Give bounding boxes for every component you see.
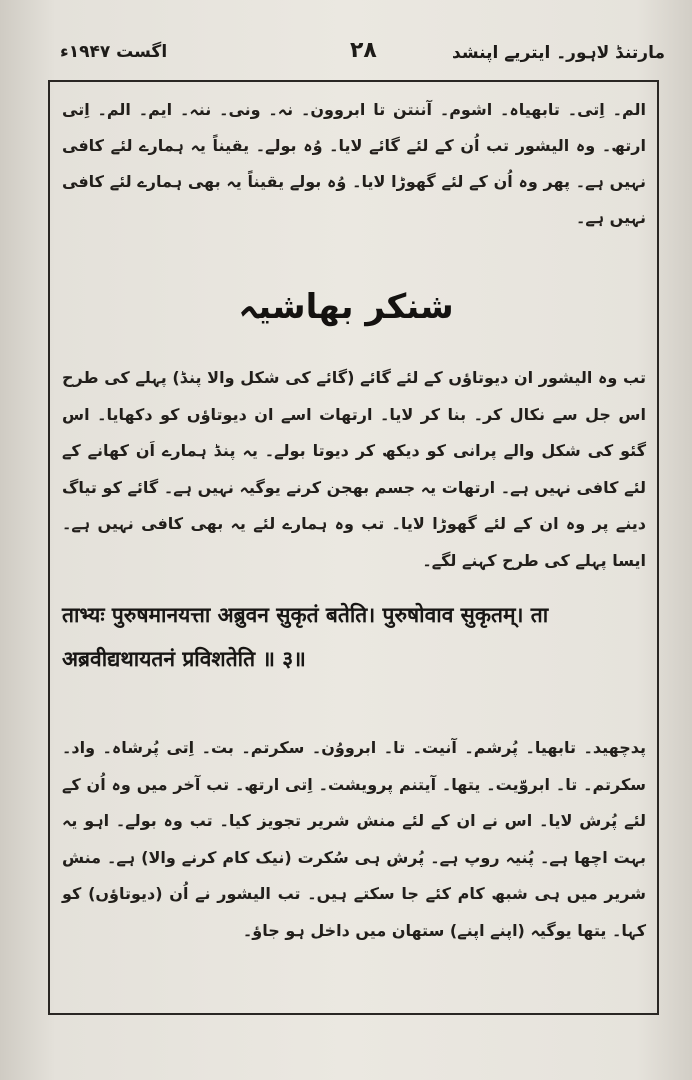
commentary-paragraph: تب وہ الیشور ان دیوتاؤں کے لئے گائے (گائے کی شکل والا پنڈ) پہلے کی طرح اس جل سے نکال کر۔ بنا کر لایا۔ ارتھات اسے ان دیوتاؤں کو دکھایا۔ اس گئو کی شکل والے پرانی کو دیکھ کر دیوتا بولے۔ یہ پنڈ ہمارے اَن کھانے کے لئے کافی نہیں ہے۔ ارتھات یہ جسم بھجن کرنے یوگیہ نہیں ہے۔ گائے کو تیاگ دینے پر وہ ان کے لئے گھوڑا لایا۔ تب وہ ہمارے لئے یہ بھی کافی نہیں ہے۔ ایسا پہلے کی طرح کہنے لگے۔ <box>62 368 646 570</box>
section-heading: شنکر بھاشیہ <box>238 287 454 327</box>
page-number: ۲۸ <box>350 38 377 63</box>
opening-paragraph: الم۔ اِتی۔ تابھیاہ۔ اشوم۔ آننتن تا ابروون۔ نہ۔ ونی۔ ننہ۔ ایم۔ الم۔ اِتی ارتھ۔ وہ الیشور تب اُن کے لئے گائے لایا۔ وُہ بولے۔ یقیناً یہ ہمارے لئے کافی نہیں ہے۔ پھر وہ اُن کے لئے گھوڑا لایا۔ وُہ بولے یقیناً یہ بھی ہمارے لئے کافی نہیں ہے۔ <box>62 100 646 227</box>
issue-date: اگست ۱۹۴۷ء <box>60 42 168 62</box>
sanskrit-verse: ताभ्यः पुरुषमानयत्ता अब्रुवन सुकृतं बतेति। पुरुषोवाव सुकृतम्। ता अब्रवीद्यथायतनं प्रविशतेति ॥ ३॥ <box>62 603 549 671</box>
word-meaning-paragraph: پدچھید۔ تابھیا۔ پُرشم۔ آنیت۔ تا۔ ابرووُن۔ سکرتم۔ بت۔ اِتی پُرشاہ۔ واد۔ سکرتم۔ تا۔ ابروّیت۔ یتھا۔ آیتنم پرویشت۔ اِتی ارتھ۔ تب آخر میں وہ اُن کے لئے پُرش لایا۔ اس نے ان کے لئے منش شریر تجویز کیا۔ تب وہ بولے۔ اہو یہ بہت اچھا ہے۔ پُنیہ روپ ہے۔ پُرش ہی سُکرت (نیک کام کرنے والا) ہے۔ منش شریر میں ہی شبھ کام کئے جا سکتے ہیں۔ تب الیشور نے اُن (دیوتاؤں) کو کہا۔ یتھا یوگیہ (اپنے اپنے) ستھان میں داخل ہو جاؤ۔ <box>62 738 646 940</box>
running-header <box>60 38 665 74</box>
journal-title: مارتنڈ لاہور۔ ایتریے اپنشد <box>452 43 665 63</box>
